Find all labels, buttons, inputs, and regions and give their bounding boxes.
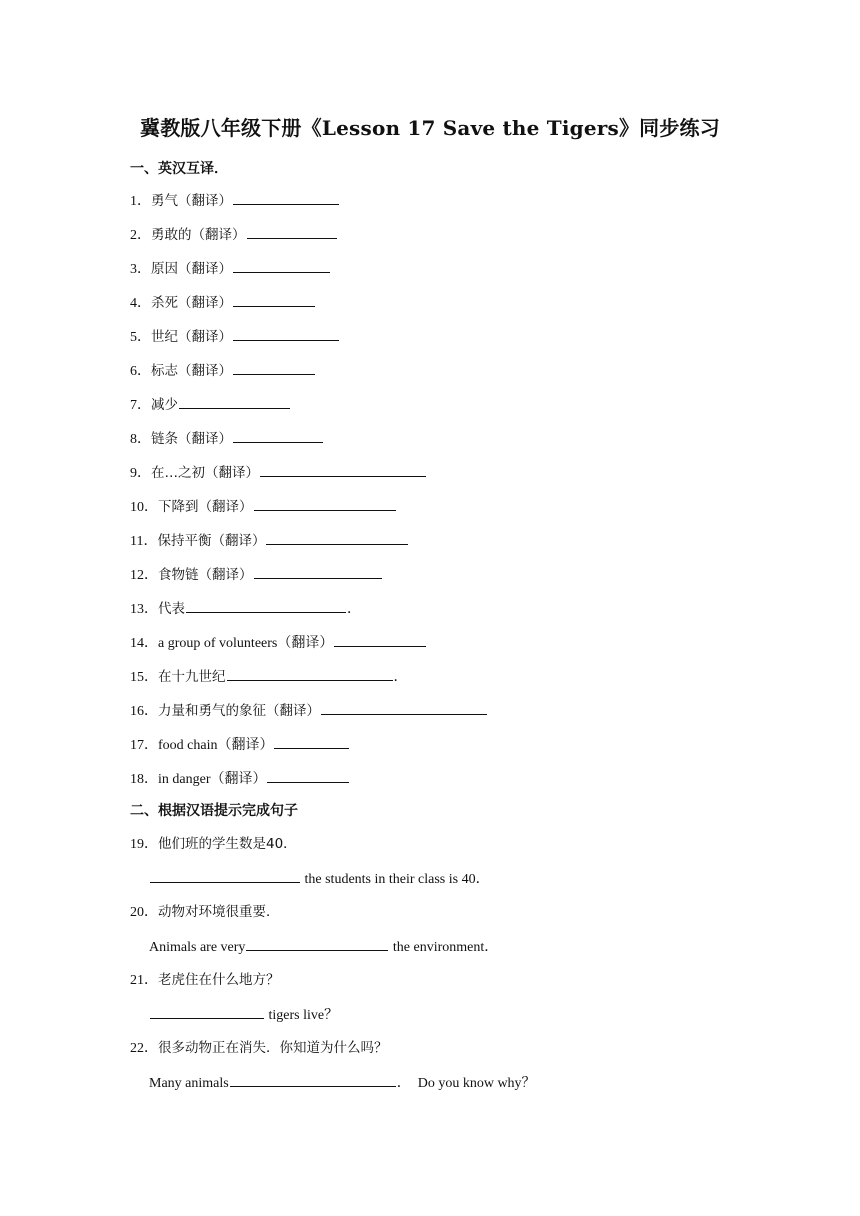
answer-blank[interactable] [267,768,349,783]
question-item: 2．勇敢的（翻译） [130,224,338,246]
answer-blank[interactable] [233,428,323,443]
question-item: 6．标志（翻译） [130,360,316,382]
question-item: 13．代表 ． [130,598,361,620]
answer-blank[interactable] [233,360,315,375]
sentence-prompt: 19．他们班的学生数是40． [130,836,297,852]
answer-blank[interactable] [230,1072,396,1087]
question-item: 12．食物链（翻译） [130,564,383,586]
question-item: 18．in danger（翻译） [130,768,350,790]
sentence-answer-line: Many animals ． Do you know why？ [149,1072,536,1094]
answer-blank[interactable] [186,598,346,613]
answer-blank[interactable] [179,394,290,409]
section-heading-sentences: 二、根据汉语提示完成句子 [130,803,298,819]
answer-blank[interactable] [260,462,426,477]
sentence-prompt: 21．老虎住在什么地方？ [130,972,280,988]
sentence-answer-line: Animals are very the environment． [149,936,498,958]
answer-blank[interactable] [150,868,300,883]
answer-blank[interactable] [246,936,388,951]
answer-blank[interactable] [233,326,339,341]
sentence-answer-line: tigers live？ [149,1004,338,1026]
answer-blank[interactable] [254,564,382,579]
question-item: 1．勇气（翻译） [130,190,340,212]
question-item: 15．在十九世纪 ． [130,666,408,688]
question-item: 9．在…之初（翻译） [130,462,427,484]
sentence-prompt: 20．动物对环境很重要． [130,904,280,920]
section-heading-translation: 一、英汉互译． [130,161,228,177]
question-item: 7．减少 [130,394,291,416]
answer-blank[interactable] [227,666,393,681]
question-item: 11．保持平衡（翻译） [130,530,409,552]
page-title: 冀教版八年级下册《Lesson 17 Save the Tigers》同步练习 [140,116,720,140]
question-item: 5．世纪（翻译） [130,326,340,348]
answer-blank[interactable] [254,496,396,511]
answer-blank[interactable] [233,190,339,205]
answer-blank[interactable] [247,224,337,239]
answer-blank[interactable] [321,700,487,715]
answer-blank[interactable] [334,632,426,647]
question-item: 3．原因（翻译） [130,258,331,280]
question-item: 8．链条（翻译） [130,428,324,450]
answer-blank[interactable] [274,734,349,749]
question-item: 17．food chain（翻译） [130,734,350,756]
sentence-prompt: 22．很多动物正在消失．你知道为什么吗？ [130,1040,388,1056]
answer-blank[interactable] [150,1004,264,1019]
answer-blank[interactable] [266,530,408,545]
answer-blank[interactable] [233,258,330,273]
question-item: 14．a group of volunteers（翻译） [130,632,427,654]
sentence-answer-line: the students in their class is 40． [149,868,490,890]
question-item: 4．杀死（翻译） [130,292,316,314]
answer-blank[interactable] [233,292,315,307]
question-item: 10．下降到（翻译） [130,496,397,518]
question-item: 16．力量和勇气的象征（翻译） [130,700,488,722]
